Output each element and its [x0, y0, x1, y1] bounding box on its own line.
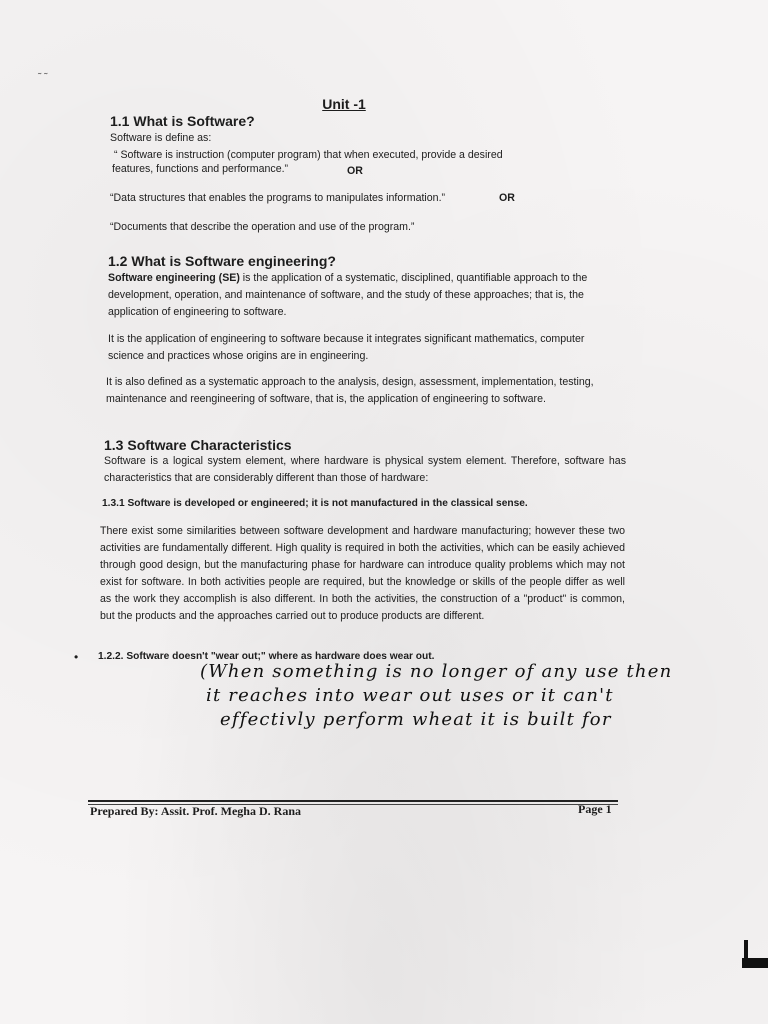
subsection-1-3-1-paragraph: There exist some similarities between software development and hardware manufacturing; however these two activities are fundamentally different. High quality is required in both the activities, which can be easily achieved through good design, but the manufacturing phase for hardware can introduce quality problems which may not exist for software. In both activities people are required, but the knowledge or skills of the people differ as well as the work they accomplish is also different. In both the activities, the construction of a "product" is common, but the products and the approaches carried out to produce products are different. [100, 525, 625, 622]
subsection-1-2-2-heading: 1.2.2. Software doesn't "wear out;" where as hardware does wear out. [98, 651, 435, 662]
section-1-3-heading: 1.3 Software Characteristics [104, 437, 292, 453]
definition-2: “Data structures that enables the programs to manipulates information.” [110, 192, 446, 204]
footer-page-number: Page 1 [578, 802, 612, 816]
definition-1-line-2 [112, 161, 288, 178]
definition-1-text: features, functions and performance.” [112, 163, 289, 175]
handwritten-note-line-1: (When something is no longer of any use then [200, 661, 673, 682]
page-edge-mark-vertical [744, 940, 748, 968]
definition-1-line-1: “ Software is instruction (computer program) that when executed, provide a desired [114, 149, 503, 161]
stray-mark: ˜ ˜ [38, 72, 48, 83]
section-1-2-paragraph-1 [108, 270, 628, 321]
bullet-dot: • [74, 650, 79, 664]
section-1-1-heading: 1.1 What is Software? [110, 113, 255, 129]
handwritten-note-line-3: effectivly perform wheat it is built for [220, 709, 612, 730]
handwritten-note-line-2: it reaches into wear out uses or it can't [206, 685, 614, 706]
footer-prepared-by: Prepared By: Assit. Prof. Megha D. Rana [90, 804, 301, 818]
section-1-1-intro: Software is define as: [110, 132, 212, 144]
subsection-1-3-1-heading: 1.3.1 Software is developed or engineered; it is not manufactured in the classical sense. [102, 498, 528, 509]
section-1-3-intro: Software is a logical system element, where hardware is physical system element. Therefore, software has characteristics that are considerably different than those of hardware: [104, 455, 626, 484]
or-label-2: OR [499, 192, 515, 204]
footer-rule [88, 800, 618, 802]
section-1-2-paragraph-3: It is also defined as a systematic approach to the analysis, design, assessment, implementation, testing, maintenance and reengineering of software, that is, the application of engineering to software. [106, 376, 594, 405]
unit-title: Unit -1 [322, 96, 366, 112]
se-term: Software engineering (SE) [108, 272, 240, 284]
section-1-2-heading: 1.2 What is Software engineering? [108, 253, 336, 269]
se-definition: is the application of a systematic, disciplined, quantifiable approach to the development, operation, and maintenance of software, and the study of these approaches; that is, the application of engineering to software. [108, 272, 588, 318]
section-1-2-paragraph-2: It is the application of engineering to software because it integrates significant mathematics, computer science and practices whose origins are in engineering. [108, 333, 585, 362]
or-label-1: OR [347, 165, 363, 177]
definition-3: “Documents that describe the operation and use of the program.” [110, 221, 415, 233]
